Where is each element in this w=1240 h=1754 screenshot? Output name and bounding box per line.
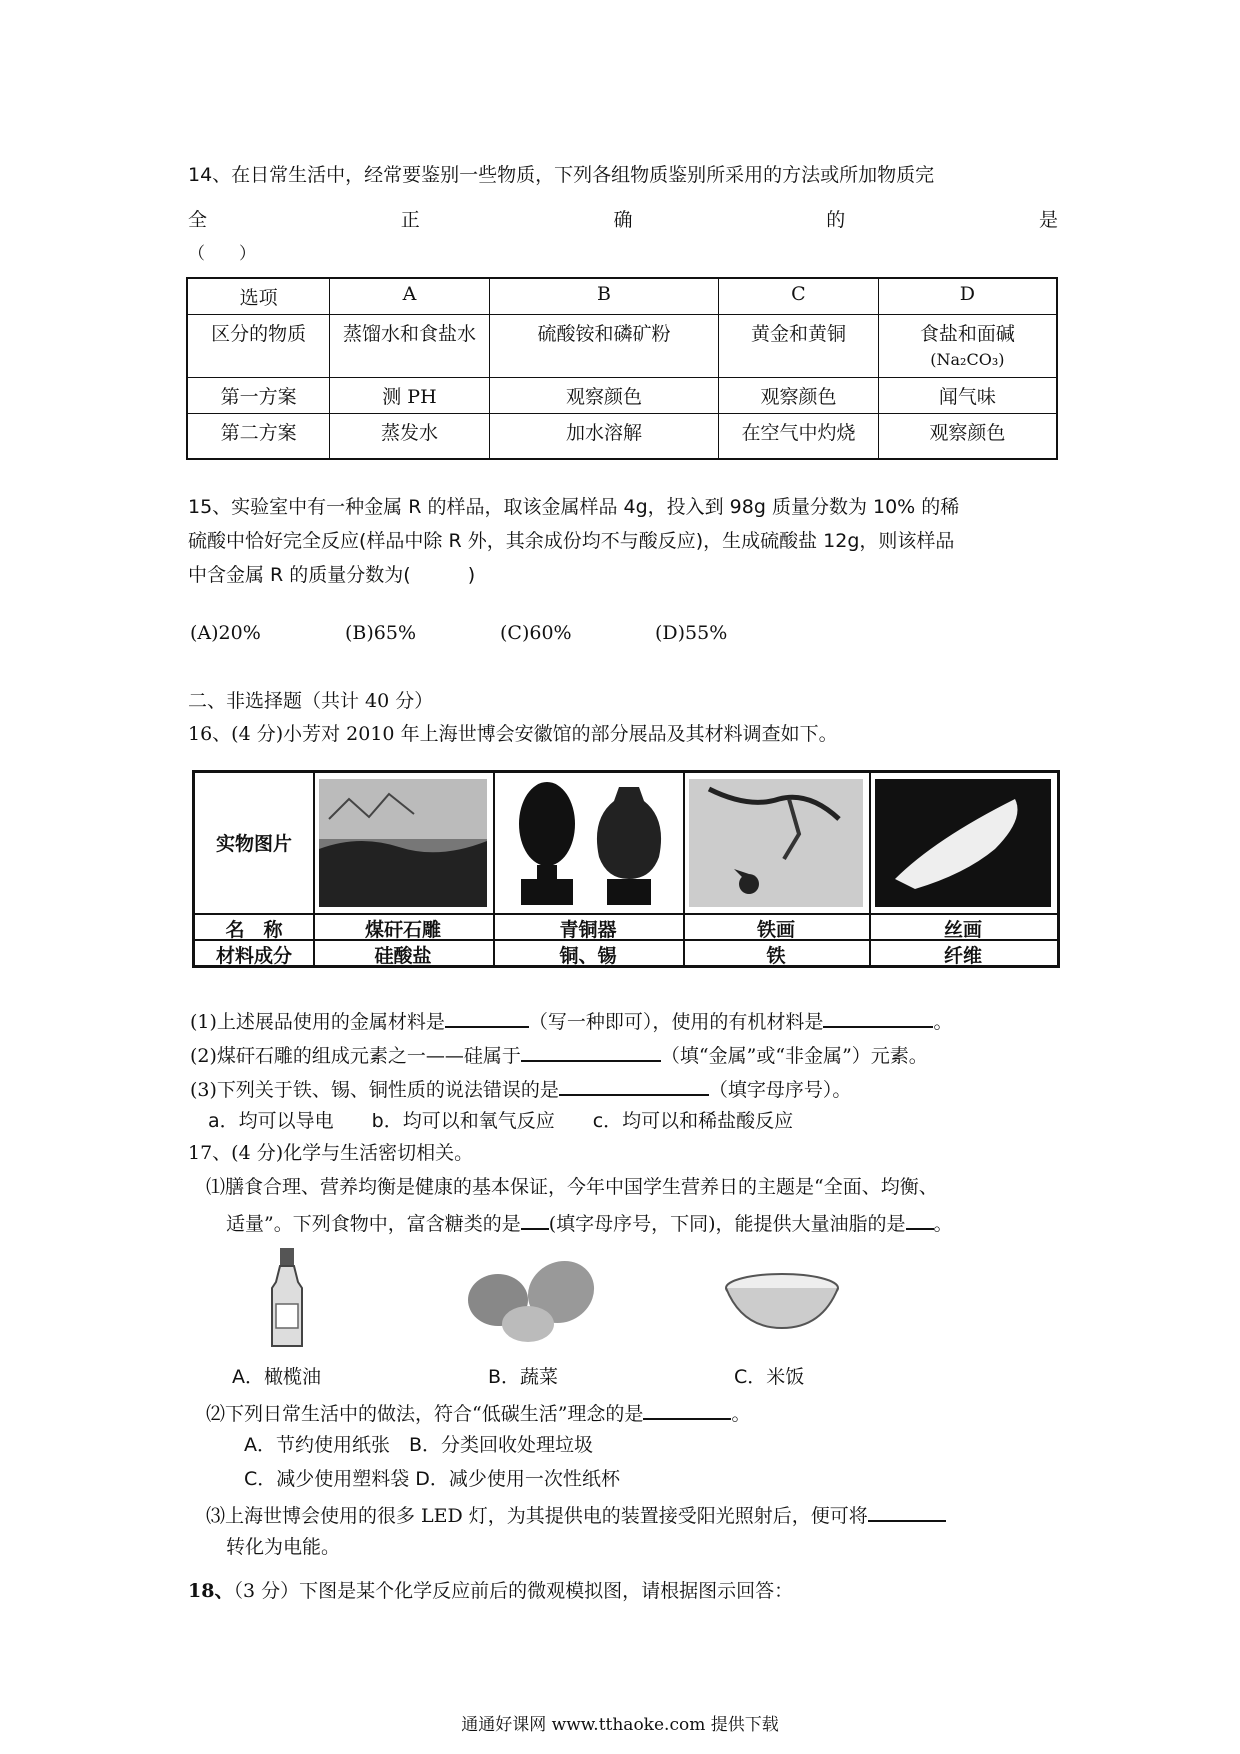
- table-cell: 区分的物质: [187, 315, 330, 378]
- page-footer: 通通好课网 www.tthaoke.com 提供下载: [461, 1715, 779, 1735]
- q14-spread-3: 确: [613, 209, 633, 231]
- table-header-cell: D: [878, 278, 1057, 315]
- q14-answer-paren: （ ）: [188, 244, 256, 264]
- table-cell: 蒸发水: [330, 414, 490, 460]
- q15-option-a: (A)20%: [190, 622, 261, 644]
- table-header-cell: B: [489, 278, 718, 315]
- row-label-material: 材料成分: [215, 945, 292, 967]
- q17-intro: 17、(4 分)化学与生活密切相关。: [188, 1142, 474, 1164]
- table-cell: 测 PH: [330, 378, 490, 414]
- silk-painting-picture: [875, 779, 1051, 907]
- q16-exhibit-table: [192, 770, 1060, 968]
- q15-line3: 中含金属 R 的质量分数为( ): [188, 564, 476, 586]
- table-cell: 观察颜色: [489, 378, 718, 414]
- olive-oil-bottle-icon: [262, 1248, 312, 1348]
- section-heading: 二、非选择题（共计 40 分）: [188, 690, 434, 712]
- row-label-picture: 实物图片: [215, 833, 292, 855]
- table-cell: 蒸馏水和食盐水: [330, 315, 490, 378]
- answer-blank[interactable]: [521, 1210, 549, 1230]
- q14-spread-2: 正: [400, 209, 420, 231]
- exhibit-name: 丝画: [943, 919, 982, 941]
- q16-sub3-options: a．均可以导电 b．均可以和氧气反应 c．均可以和稀盐酸反应: [208, 1110, 794, 1132]
- food-option-c: C．米饭: [734, 1366, 805, 1388]
- q14-table: [186, 277, 1058, 460]
- q17-sub1-line2: 适量”。下列食物中，富含糖类的是 (填字母序号，下同)，能提供大量油脂的是 。: [226, 1210, 953, 1237]
- table-cell: 观察颜色: [878, 414, 1057, 460]
- answer-blank[interactable]: [643, 1400, 731, 1420]
- table-cell: 加水溶解: [489, 414, 718, 460]
- q14-spread-4: 的: [826, 209, 846, 231]
- table-cell: 硫酸铵和磷矿粉: [489, 315, 718, 378]
- table-header-cell: C: [719, 278, 879, 315]
- vegetables-icon: [466, 1250, 596, 1346]
- exhibit-name: 青铜器: [559, 919, 617, 941]
- q15-option-d: (D)55%: [655, 622, 728, 644]
- table-cell: 黄金和黄铜: [719, 315, 879, 378]
- table-cell-d-main: 食盐和面碱: [919, 323, 1015, 345]
- q16-sub3: (3)下列关于铁、锡、铜性质的说法错误的是 （填字母序号）。: [190, 1076, 851, 1103]
- coal-stone-carving-picture: [319, 779, 487, 907]
- iron-painting-picture: [689, 779, 863, 907]
- q15-option-c: (C)60%: [500, 622, 572, 644]
- q16-sub1: (1)上述展品使用的金属材料是 （写一种即可），使用的有机材料是 。: [190, 1008, 952, 1035]
- table-row: [187, 414, 1057, 460]
- table-cell: 在空气中灼烧: [719, 414, 879, 460]
- q15-option-b: (B)65%: [345, 622, 417, 644]
- bronze-ware-picture: [499, 779, 677, 907]
- q17-sub2-options-1: A．节约使用纸张 B．分类回收处理垃圾: [244, 1434, 594, 1456]
- q17-sub1-line1: ⑴膳食合理、营养均衡是健康的基本保证，今年中国学生营养日的主题是“全面、均衡、: [206, 1176, 938, 1198]
- answer-blank[interactable]: [868, 1502, 946, 1522]
- table-cell: 观察颜色: [719, 378, 879, 414]
- table-cell: 闻气味: [878, 378, 1057, 414]
- rice-bowl-icon: [722, 1268, 842, 1332]
- q14-line1: 14、在日常生活中，经常要鉴别一些物质，下列各组物质鉴别所采用的方法或所加物质完: [188, 164, 935, 186]
- q15-line1: 15、实验室中有一种金属 R 的样品，取该金属样品 4g，投入到 98g 质量分数为 10% 的稀: [188, 496, 960, 518]
- exhibit-material: 纤维: [943, 945, 982, 967]
- q15-line2: 硫酸中恰好完全反应(样品中除 R 外，其余成份均不与酸反应)，生成硫酸盐 12g，则该样品: [188, 530, 955, 552]
- answer-blank[interactable]: [906, 1210, 934, 1230]
- row-label-name: 名 称: [225, 919, 283, 941]
- q18-line: 18、（3 分）下图是某个化学反应前后的微观模拟图，请根据图示回答：: [188, 1580, 794, 1602]
- q17-sub2-options-2: C．减少使用塑料袋 D．减少使用一次性纸杯: [244, 1468, 620, 1490]
- table-cell: 第二方案: [187, 414, 330, 460]
- exhibit-name: 煤矸石雕: [364, 919, 441, 941]
- q17-sub3-line2: 转化为电能。: [226, 1536, 341, 1558]
- answer-blank[interactable]: [559, 1076, 709, 1096]
- exhibit-material: 铁: [766, 945, 786, 967]
- food-option-a: A．橄榄油: [232, 1366, 321, 1388]
- q14-spread-line: [188, 205, 1058, 232]
- table-cell: 第一方案: [187, 378, 330, 414]
- q16-sub2: (2)煤矸石雕的组成元素之一——硅属于 （填“金属”或“非金属”）元素。: [190, 1042, 928, 1069]
- table-row: [187, 278, 1057, 315]
- exhibit-name: 铁画: [756, 919, 795, 941]
- answer-blank[interactable]: [521, 1042, 661, 1062]
- table-row: [187, 378, 1057, 414]
- food-option-b: B．蔬菜: [488, 1366, 559, 1388]
- exhibit-material: 硅酸盐: [374, 945, 432, 967]
- answer-blank[interactable]: [445, 1008, 529, 1028]
- table-cell-d-formula: (Na₂CO₃): [930, 350, 1005, 369]
- q17-sub3-line1: ⑶上海世博会使用的很多 LED 灯，为其提供电的装置接受阳光照射后，便可将: [206, 1502, 946, 1529]
- exhibit-material: 铜、锡: [559, 945, 617, 967]
- q16-intro: 16、(4 分)小芳对 2010 年上海世博会安徽馆的部分展品及其材料调查如下。: [188, 723, 838, 745]
- q18-number: 18、: [188, 1580, 234, 1602]
- table-cell-d: [878, 315, 1057, 378]
- answer-blank[interactable]: [823, 1008, 933, 1028]
- q17-sub2: ⑵下列日常生活中的做法，符合“低碳生活”理念的是 。: [206, 1400, 750, 1427]
- table-header-cell: A: [330, 278, 490, 315]
- q14-spread-1: 全: [188, 209, 208, 231]
- table-row: [187, 315, 1057, 378]
- q14-spread-5: 是: [1038, 209, 1058, 231]
- table-header-cell: 选项: [187, 278, 330, 315]
